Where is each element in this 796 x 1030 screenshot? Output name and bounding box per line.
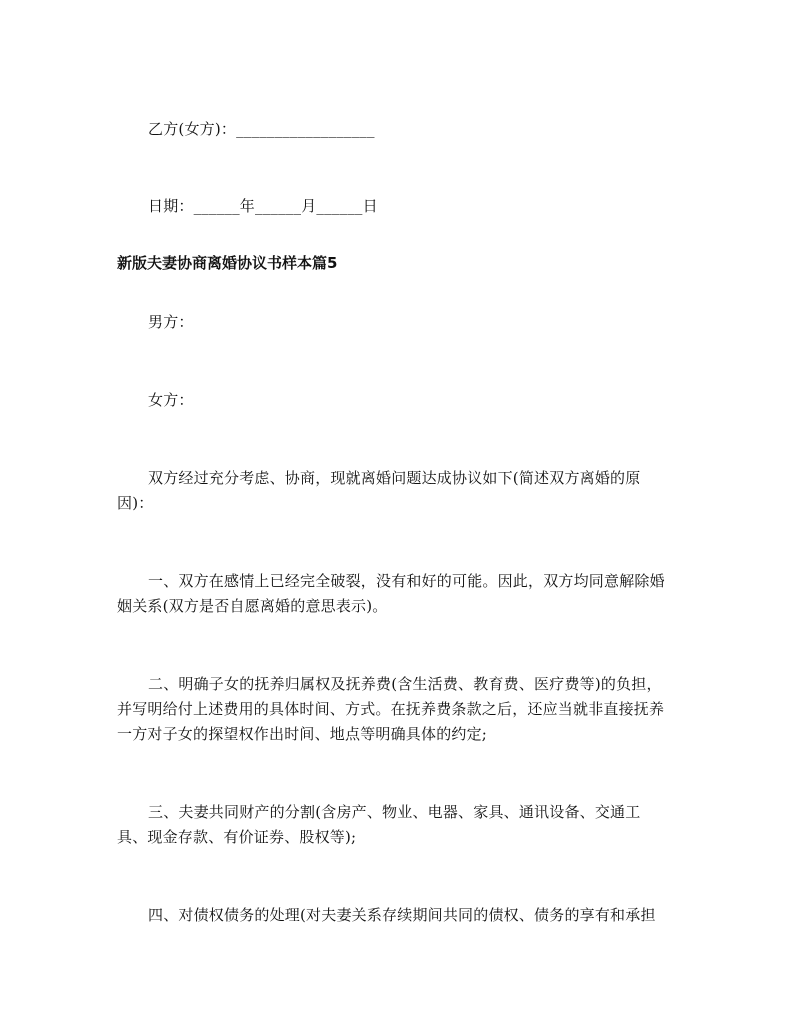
section-heading: 新版夫妻协商离婚协议书样本篇5 — [117, 254, 338, 272]
party-b-signature-line: 乙方(女方)：__________________ — [148, 120, 375, 138]
clause-2-line-3: 一方对子女的探望权作出时间、地点等明确具体的约定; — [117, 725, 488, 743]
female-party-label: 女方： — [148, 391, 194, 409]
clause-2-line-2: 并写明给付上述费用的具体时间、方式。在抚养费条款之后，还应当就非直接抚养 — [117, 700, 665, 718]
clause-3-line-2: 具、现金存款、有价证券、股权等); — [117, 828, 357, 846]
clause-1-line-2: 姻关系(双方是否自愿离婚的意思表示)。 — [117, 597, 388, 615]
date-line: 日期：______年______月______日 — [148, 197, 378, 215]
male-party-label: 男方： — [148, 313, 194, 331]
clause-4-line-1: 四、对债权债务的处理(对夫妻关系存续期间共同的债权、债务的享有和承担 — [148, 906, 656, 924]
clause-2-line-1: 二、明确子女的抚养归属权及抚养费(含生活费、教育费、医疗费等)的负担， — [148, 675, 662, 693]
clause-1-line-1: 一、双方在感情上已经完全破裂，没有和好的可能。因此，双方均同意解除婚 — [148, 572, 665, 590]
intro-paragraph-line-1: 双方经过充分考虑、协商，现就离婚问题达成协议如下(简述双方离婚的原 — [148, 469, 641, 487]
intro-paragraph-line-2: 因)： — [117, 494, 154, 512]
clause-3-line-1: 三、夫妻共同财产的分割(含房产、物业、电器、家具、通讯设备、交通工 — [148, 803, 641, 821]
